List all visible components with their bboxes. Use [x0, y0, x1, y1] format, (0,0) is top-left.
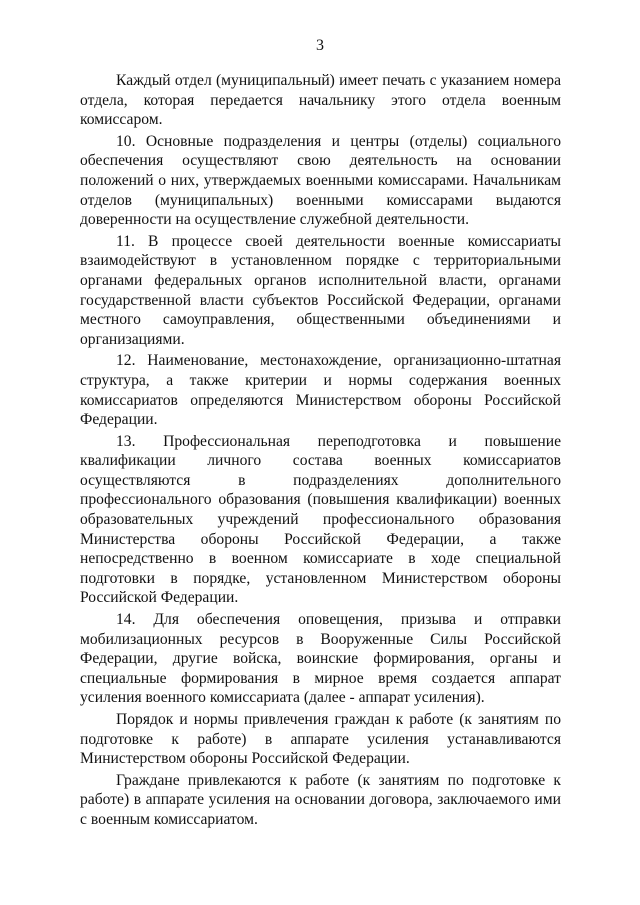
- paragraph-reinforcement-order: Порядок и нормы привлечения граждан к работе (к занятиям по подготовке к работе) в аппарате усиления устанавливаются Министерством обороны Российской Федерации.: [80, 711, 561, 768]
- paragraph-department-seal: Каждый отдел (муниципальный) имеет печать с указанием номера отдела, которая передается начальнику этого отдела военным комиссаром.: [80, 72, 561, 129]
- paragraph-citizens-engagement: Граждане привлекаются к работе (к занятиям по подготовке к работе) в аппарате усиления на основании договора, заключаемого ими с военным комиссариатом.: [80, 771, 561, 828]
- paragraph-14: 14. Для обеспечения оповещения, призыва и отправки мобилизационных ресурсов в Вооруженные Силы Российской Федерации, другие войска, воинские формирования, органы и специальные формирования в мирное время создается аппарат усиления военного комиссариата (далее - аппарат усиления).: [80, 611, 561, 707]
- paragraph-13: 13. Профессиональная переподготовка и повышение квалификации личного состава военных комиссариатов осуществляются в подразделениях дополнительного профессионального образования (повышения квалификации) военных образовательных учреждений профессионального образования Министерства обороны Российской Федерации, а также непосредственно в военном комиссариате в ходе специальной подготовки в порядке, установленном Министерством обороны Российской Федерации.: [80, 432, 561, 607]
- paragraph-10: 10. Основные подразделения и центры (отделы) социального обеспечения осуществляют свою деятельность на основании положений о них, утверждаемых военными комиссарами. Начальникам отделов (муниципальных) военными комиссарами выдаются доверенности на осуществление служебной деятельности.: [80, 132, 561, 229]
- document-body: [80, 71, 561, 832]
- page-number: 3: [316, 37, 324, 54]
- paragraph-11: 11. В процессе своей деятельности военные комиссариаты взаимодействуют в установленном порядке с территориальными органами федеральных органов исполнительной власти, органами государственной власти субъектов Российской Федерации, органами местного самоуправления, общественными объединениями и организациями.: [80, 232, 561, 348]
- paragraph-12: 12. Наименование, местонахождение, организационно-штатная структура, а также критерии и нормы содержания военных комиссариатов определяются Министерством обороны Российской Федерации.: [80, 352, 561, 429]
